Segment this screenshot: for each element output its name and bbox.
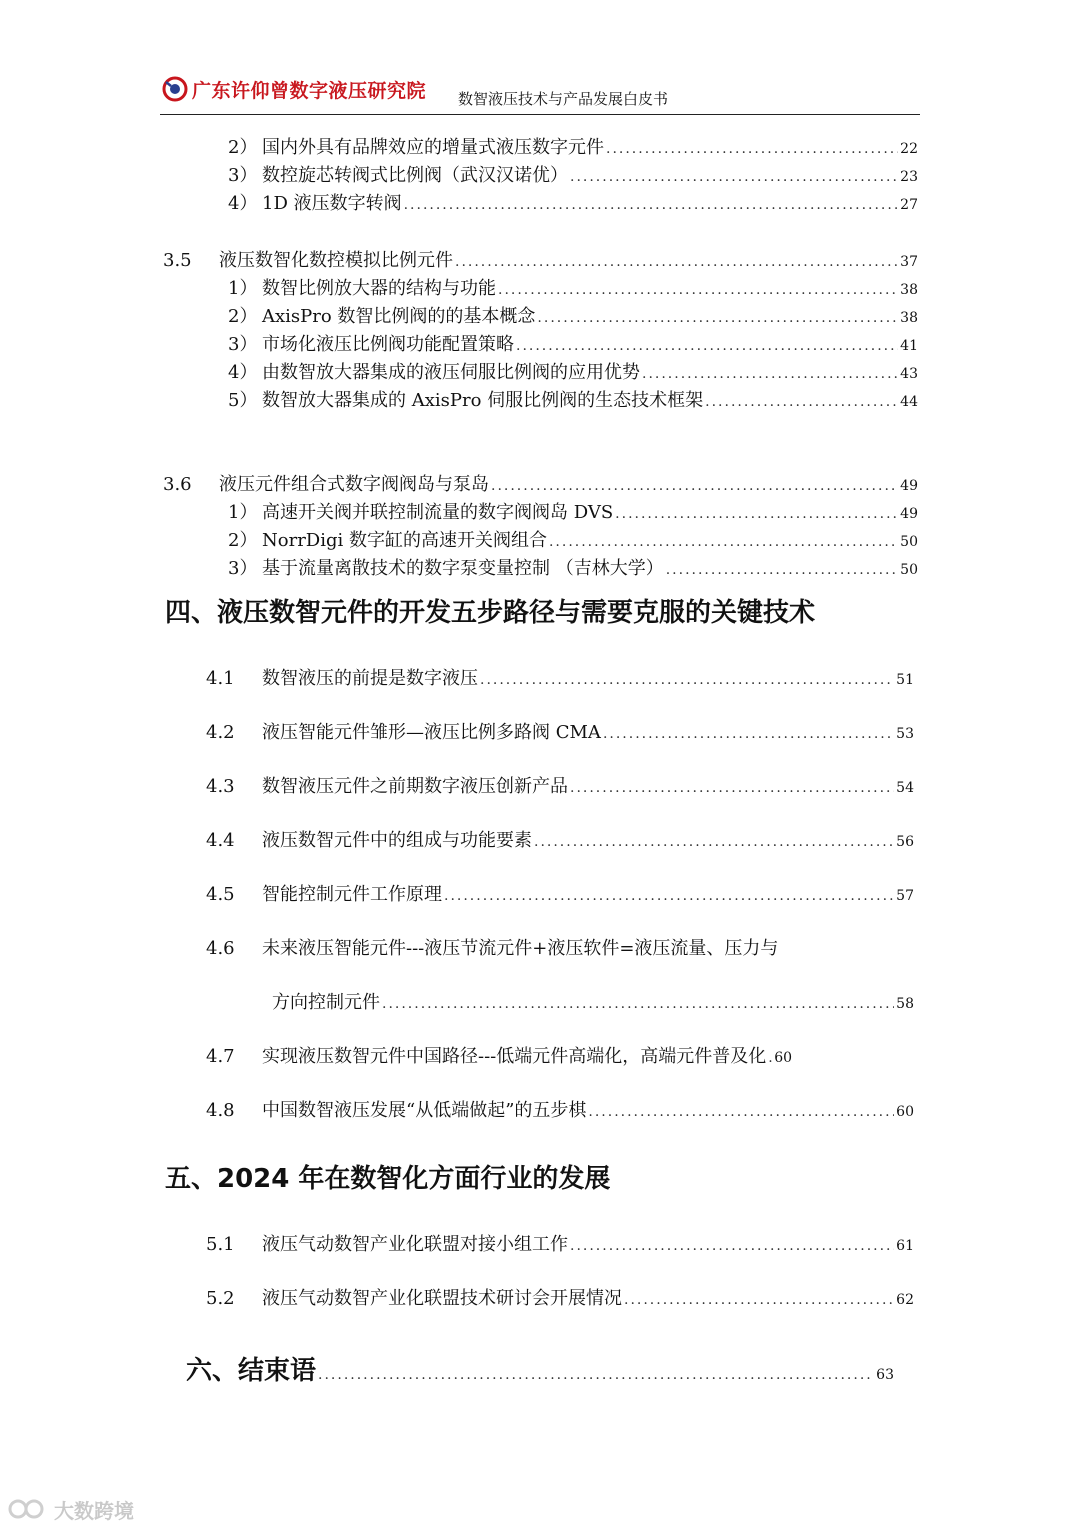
toc-page: 50 [900, 534, 918, 550]
toc-number: 4.7 [206, 1046, 235, 1067]
toc-leader [606, 141, 898, 157]
toc-title: 市场化液压比例阀功能配置策略 [262, 334, 514, 355]
toc-page: 63 [876, 1367, 894, 1383]
toc-page: 60 [774, 1050, 793, 1066]
toc-number: 4.2 [206, 722, 235, 743]
toc-leader [642, 366, 898, 382]
toc-leader [705, 394, 898, 410]
toc-entry[interactable] [228, 358, 918, 384]
toc-title: 液压数智化数控模拟比例元件 [219, 250, 453, 271]
institute-logo-icon [162, 76, 188, 102]
toc-leader [603, 726, 894, 742]
toc-entry[interactable] [228, 554, 918, 580]
toc-title: 1D 液压数字转阀 [262, 193, 402, 214]
toc-leader [537, 310, 898, 326]
toc-number: 1） [228, 502, 258, 523]
toc-number: 2） [228, 530, 258, 551]
watermark-logo-icon [8, 1495, 48, 1523]
toc-entry[interactable] [228, 302, 918, 328]
toc-entry[interactable] [206, 772, 914, 798]
toc-number: 4.4 [206, 830, 235, 851]
toc-entry[interactable] [228, 330, 918, 356]
toc-page: 38 [900, 282, 918, 298]
toc-leader [444, 888, 894, 904]
toc-title: 数智液压的前提是数字液压 [262, 668, 478, 689]
toc-title: 数智液压元件之前期数字液压创新产品 [262, 776, 568, 797]
toc-page: 27 [900, 197, 918, 213]
toc-page: 44 [900, 394, 918, 410]
toc-title: 智能控制元件工作原理 [262, 884, 442, 905]
toc-leader [404, 197, 899, 213]
toc-page: 50 [900, 562, 918, 578]
toc-page: 56 [896, 834, 914, 850]
page-header [160, 70, 920, 115]
org-name: 广东许仰曾数字液压研究院 [192, 80, 427, 102]
toc-entry[interactable] [206, 1096, 914, 1122]
toc-leader [570, 780, 894, 796]
watermark [8, 1492, 134, 1526]
toc-title: 液压数智元件中的组成与功能要素 [262, 830, 532, 851]
toc-page: 54 [896, 780, 914, 796]
toc-leader [666, 562, 898, 578]
toc-number: 4.8 [206, 1100, 235, 1121]
toc-page: 62 [896, 1292, 914, 1308]
toc-title: 数智放大器集成的 AxisPro 伺服比例阀的生态技术框架 [262, 390, 704, 411]
toc-leader [615, 506, 898, 522]
toc-leader [549, 534, 898, 550]
toc-entry[interactable] [228, 386, 918, 412]
toc-number: 3） [228, 165, 258, 186]
toc-title: AxisPro 数智比例阀的的基本概念 [262, 306, 536, 327]
toc-title: 未来液压智能元件---液压节流元件+液压软件=液压流量、压力与 [262, 938, 779, 959]
toc-number: 4） [228, 193, 258, 214]
toc-entry[interactable] [206, 880, 914, 906]
toc-title: 实现液压数智元件中国路径---低端元件高端化，高端元件普及化 [262, 1046, 767, 1067]
toc-leader [318, 1367, 874, 1383]
toc-leader [588, 1104, 894, 1120]
toc-entry[interactable] [163, 470, 918, 496]
chapter-heading: 六、结束语 [186, 1356, 317, 1386]
toc-title: 由数智放大器集成的液压伺服比例阀的应用优势 [262, 362, 640, 383]
toc-title: 液压元件组合式数字阀阀岛与泵岛 [219, 474, 489, 495]
toc-number: 5） [228, 390, 258, 411]
toc-page: 23 [900, 169, 918, 185]
toc-page: 41 [900, 338, 918, 354]
toc-page: 38 [900, 310, 918, 326]
toc-number: 2） [228, 137, 258, 158]
toc-entry[interactable] [163, 246, 918, 272]
toc-title: 方向控制元件 [272, 992, 380, 1013]
toc-leader [534, 834, 894, 850]
watermark-text: 大数跨境 [54, 1498, 134, 1523]
toc-title: NorrDigi 数字缸的高速开关阀组合 [262, 530, 547, 551]
toc-title: 液压气动数智产业化联盟对接小组工作 [262, 1234, 568, 1255]
toc-number: 3.6 [163, 474, 192, 495]
toc-page: 43 [900, 366, 918, 382]
toc-entry[interactable] [206, 1042, 914, 1068]
toc-page: 37 [900, 254, 918, 270]
toc-leader [768, 1050, 772, 1066]
toc-number: 3） [228, 334, 258, 355]
toc-number: 5.1 [206, 1234, 235, 1255]
toc-leader [480, 672, 894, 688]
toc-page: 49 [900, 506, 918, 522]
toc-entry[interactable] [206, 664, 914, 690]
toc-number: 4.3 [206, 776, 235, 797]
toc-entry[interactable] [206, 826, 914, 852]
toc-leader [570, 1238, 894, 1254]
toc-number: 2） [228, 306, 258, 327]
toc-title: 高速开关阀并联控制流量的数字阀阀岛 DVS [262, 502, 614, 523]
toc-leader [491, 478, 898, 494]
toc-number: 4.5 [206, 884, 235, 905]
toc-page: 51 [896, 672, 914, 688]
toc-leader [382, 996, 894, 1012]
toc-entry[interactable] [228, 161, 918, 187]
toc-entry-chapter[interactable] [186, 1350, 894, 1384]
toc-page: 58 [896, 996, 914, 1012]
toc-number: 5.2 [206, 1288, 235, 1309]
toc-entry[interactable] [228, 526, 918, 552]
toc-title: 数智比例放大器的结构与功能 [262, 278, 496, 299]
toc-number: 4） [228, 362, 258, 383]
toc-title: 液压智能元件雏形—液压比例多路阀 CMA [262, 722, 601, 743]
toc-entry[interactable] [206, 718, 914, 744]
toc-entry[interactable] [228, 189, 918, 215]
toc-title: 中国数智液压发展“从低端做起”的五步棋 [262, 1100, 587, 1121]
toc-page: 49 [900, 478, 918, 494]
toc-page: 22 [900, 141, 918, 157]
toc-entry-continued[interactable] [272, 988, 914, 1014]
toc-number: 3.5 [163, 250, 192, 271]
toc-title: 数控旋芯转阀式比例阀（武汉汉诺优） [262, 165, 568, 186]
toc-page: 61 [896, 1238, 914, 1254]
toc-leader [455, 254, 898, 270]
toc-entry[interactable] [228, 133, 918, 159]
toc-page: 57 [896, 888, 914, 904]
toc-entry[interactable] [206, 1230, 914, 1256]
toc-leader [624, 1292, 894, 1308]
toc-leader [570, 169, 898, 185]
toc-number: 1） [228, 278, 258, 299]
toc-entry[interactable] [228, 274, 918, 300]
toc-entry[interactable] [206, 934, 914, 960]
toc-entry[interactable] [206, 1284, 914, 1310]
toc-page: 53 [896, 726, 914, 742]
toc-number: 4.6 [206, 938, 235, 959]
toc-entry[interactable] [228, 498, 918, 524]
toc-title: 液压气动数智产业化联盟技术研讨会开展情况 [262, 1288, 622, 1309]
toc-number: 4.1 [206, 668, 235, 689]
chapter-heading[interactable]: 四、液压数智元件的开发五步路径与需要克服的关键技术 [165, 598, 816, 628]
toc-title: 基于流量离散技术的数字泵变量控制 （吉林大学） [262, 558, 664, 579]
toc-leader [516, 338, 898, 354]
toc-page: 60 [896, 1104, 914, 1120]
chapter-heading[interactable]: 五、2024 年在数智化方面行业的发展 [165, 1164, 611, 1194]
doc-title: 数智液压技术与产品发展白皮书 [458, 90, 669, 108]
toc-number: 3） [228, 558, 258, 579]
toc-title: 国内外具有品牌效应的增量式液压数字元件 [262, 137, 604, 158]
toc-leader [498, 282, 898, 298]
